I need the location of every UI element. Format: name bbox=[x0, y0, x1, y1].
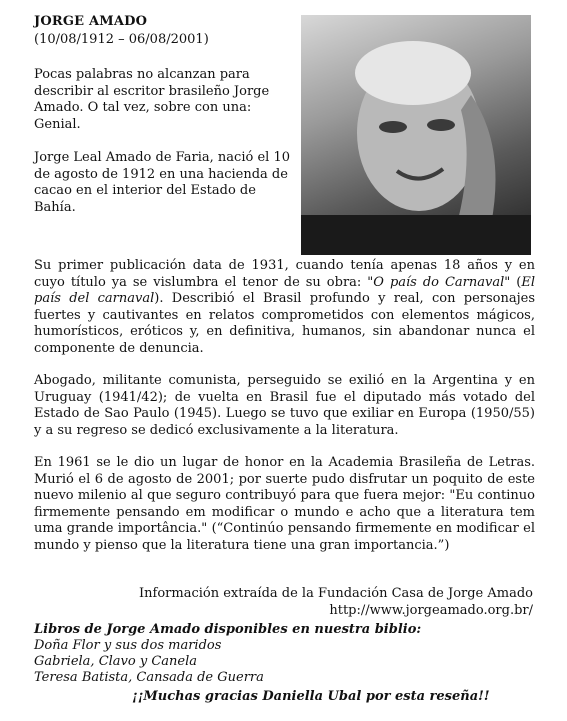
books-heading: Libros de Jorge Amado disponibles en nuestra biblio: bbox=[34, 622, 422, 637]
text-segment: " ( bbox=[504, 274, 522, 290]
source-line: Información extraída de la Fundación Casa de Jorge Amado bbox=[139, 586, 533, 601]
book-item: Doña Flor y sus dos maridos bbox=[34, 638, 222, 653]
book-item: Teresa Batista, Cansada de Guerra bbox=[34, 670, 264, 685]
politics-paragraph: Abogado, militante comunista, perseguido se exilió en la Argentina y en Uruguay (1941/42); de vuelta en Brasil fue el diputado más votado del Estado de Sao Paulo (1945). Luego se tuvo que exiliar en Europa (1950/55) y a su regreso se dedicó exclusivamente a la literatura. bbox=[34, 373, 535, 438]
text-segment: ). Describió el Brasil profundo y real, con personajes fuertes y cautivantes en relatos comprometidos con elementos mágicos, humorísticos, eróticos y, en definitiva, humanos, sin abandonar nunca el componente de denuncia. bbox=[34, 291, 535, 356]
book-item: Gabriela, Clavo y Canela bbox=[34, 654, 198, 669]
birth-paragraph: Jorge Leal Amado de Faria, nació el 10 de agosto de 1912 en una hacienda de cacao en el interior del Estado de Bahía. bbox=[34, 150, 290, 215]
author-name: JORGE AMADO bbox=[34, 14, 148, 29]
text-segment: Su primer publicación data de 1931, cuando tenía apenas 18 años y en cuyo título ya se vislumbra el tenor de su obra: " bbox=[34, 258, 535, 290]
academy-paragraph: En 1961 se le dio un lugar de honor en la Academia Brasileña de Letras. Murió el 6 de agosto de 2001; por suerte pudo disfrutar un poquito de este nuevo milenio al que seguro contribuyó para que fuera mejor: "Eu continuo firmemente pensando em modificar o mundo e acho que a literatura tem uma grande importância." (“Continúo pensando firmemente en modificar el mundo y pienso que la literatura tiene una gran importancia.”) bbox=[34, 455, 535, 553]
author-portrait bbox=[301, 15, 531, 255]
source-url: http://www.jorgeamado.org.br/ bbox=[329, 603, 533, 618]
author-dates: (10/08/1912 – 06/08/2001) bbox=[34, 32, 209, 47]
intro-paragraph: Pocas palabras no alcanzan para describir al escritor brasileño Jorge Amado. O tal vez, sobre con una: Genial. bbox=[34, 67, 270, 132]
portrait-illustration bbox=[301, 15, 531, 255]
book-title-es: El país del carnaval bbox=[34, 274, 535, 306]
first-publication-paragraph bbox=[34, 258, 535, 357]
thanks-line: ¡¡Muchas gracias Daniella Ubal por esta reseña!! bbox=[132, 689, 490, 704]
book-title-pt: O país do Carnaval bbox=[373, 274, 505, 290]
